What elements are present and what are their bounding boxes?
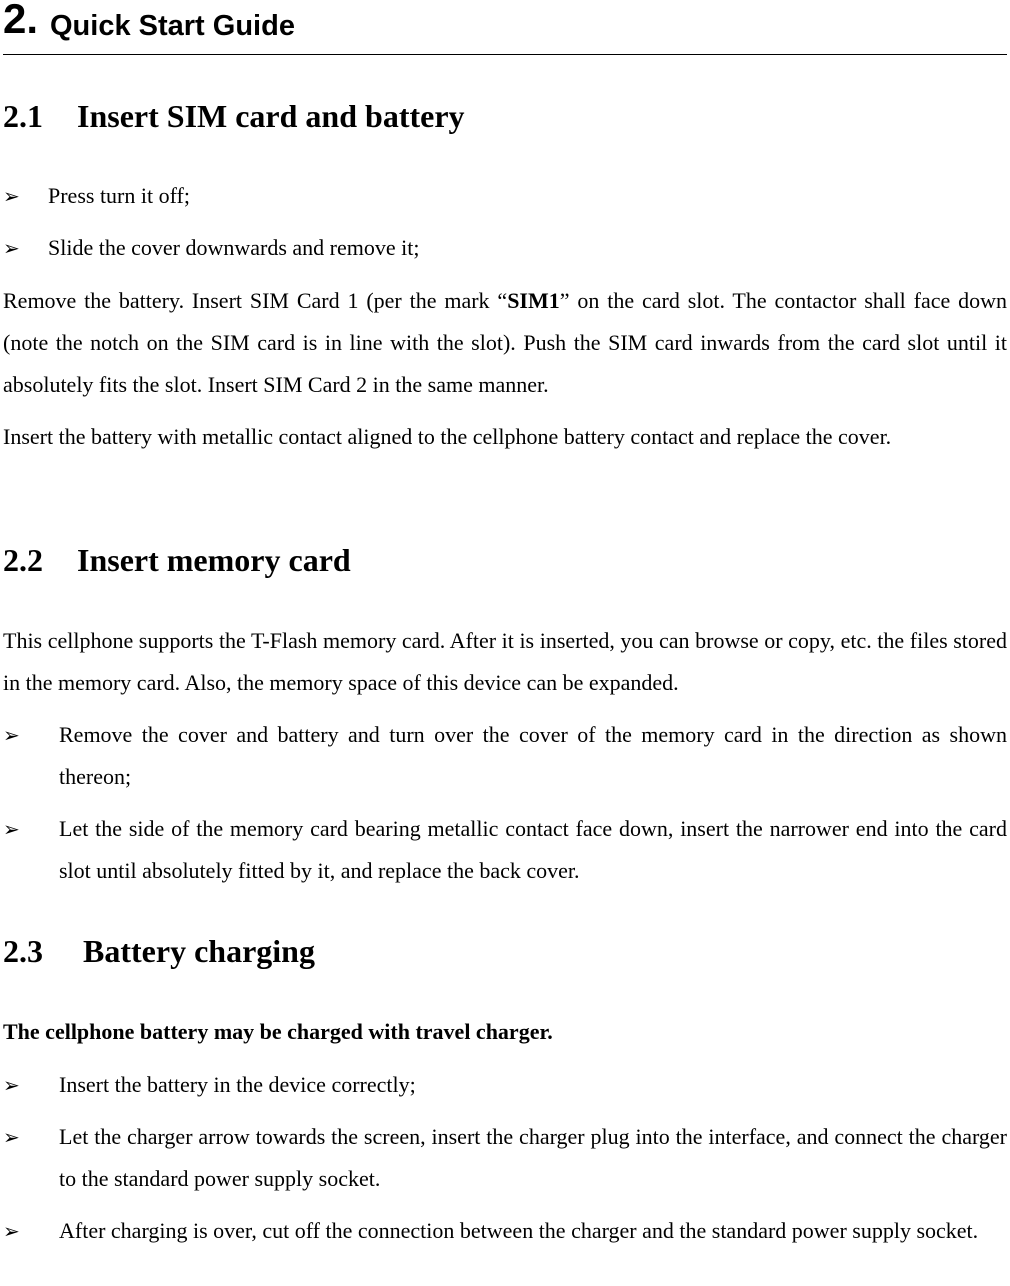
list-item-text: Remove the cover and battery and turn over the cover of the memory card in the direction as shown thereon; (59, 722, 1007, 789)
list-item-text: Let the side of the memory card bearing metallic contact face down, insert the narrower end into the card slot until absolutely fitted by it, and replace the back cover. (59, 816, 1007, 883)
list-item-text: Let the charger arrow towards the screen, insert the charger plug into the interface, and connect the charger to the standard power supply socket. (59, 1124, 1007, 1191)
arrow-bullet-icon: ➢ (3, 723, 20, 747)
section-number: 2.1 (3, 98, 43, 134)
paragraph-memory-card: This cellphone supports the T-Flash memory card. After it is inserted, you can browse or copy, etc. the files stored in the memory card. Also, the memory space of this device can be expanded. (3, 628, 1007, 695)
section-number: 2.2 (3, 542, 43, 578)
arrow-bullet-icon: ➢ (3, 1219, 20, 1243)
charging-lead-text: The cellphone battery may be charged with travel charger. (3, 1019, 553, 1044)
section-title: Insert memory card (77, 542, 351, 578)
paragraph-sim-insert (3, 280, 1007, 406)
list-item-text: Press turn it off; (48, 183, 190, 208)
chapter-heading (3, 0, 1007, 55)
section-heading-2-3 (3, 931, 315, 971)
list-item-text: Slide the cover downwards and remove it; (48, 235, 420, 260)
section-number: 2.3 (3, 933, 43, 969)
chapter-title: Quick Start Guide (50, 10, 295, 42)
arrow-bullet-icon: ➢ (3, 236, 20, 260)
list-item-text: Insert the battery in the device correctly; (59, 1072, 416, 1097)
list-item-text: After charging is over, cut off the connection between the charger and the standard power supply socket. (59, 1218, 979, 1243)
arrow-bullet-icon: ➢ (3, 817, 20, 841)
section-title: Insert SIM card and battery (77, 98, 465, 134)
arrow-bullet-icon: ➢ (3, 1073, 20, 1097)
section-heading-2-2 (3, 540, 351, 580)
arrow-bullet-icon: ➢ (3, 1125, 20, 1149)
section-title: Battery charging (83, 933, 315, 969)
paragraph-battery-insert: Insert the battery with metallic contact aligned to the cellphone battery contact and replace the cover. (3, 424, 892, 449)
arrow-bullet-icon: ➢ (3, 184, 20, 208)
paragraph-text-part: Remove the battery. Insert SIM Card 1 (per the mark “ (3, 288, 508, 313)
section-heading-2-1 (3, 96, 465, 136)
paragraph-text-part: ” on the card slot. The contactor shall face down (note the notch on the SIM card is in line with the slot). Push the SIM card inwards from the card slot until it absolutely fits the slot. Insert SIM Card 2 in the same manner. (3, 288, 1007, 397)
sim1-mark: SIM1 (507, 288, 560, 313)
chapter-number: 2. (3, 0, 39, 42)
